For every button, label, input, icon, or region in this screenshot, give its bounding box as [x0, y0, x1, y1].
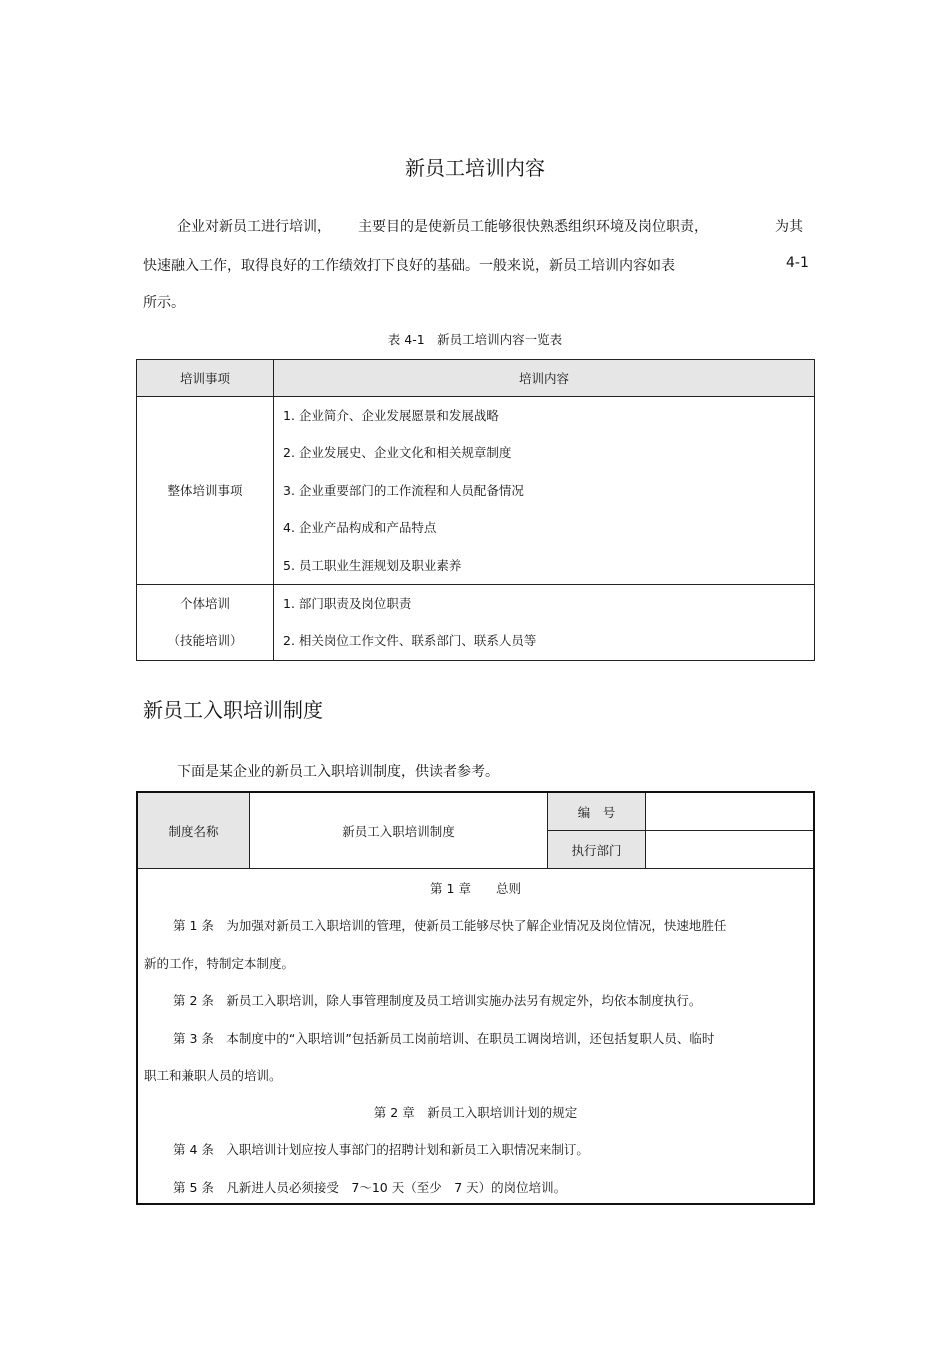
section2-heading: 新员工入职培训制度 — [143, 698, 323, 722]
personal-training-label — [137, 584, 274, 660]
personal-training-items — [274, 584, 815, 660]
article2: 第 2 条 新员工入职培训，除人事管理制度及员工培训实施办法另有规定外，均依本制度执行。 — [173, 993, 702, 1008]
section2-intro: 下面是某企业的新员工入职培训制度，供读者参考。 — [177, 764, 499, 780]
list-item: 2. 企业发展史、企业文化和相关规章制度 — [283, 445, 512, 461]
intro-line1-a: 企业对新员工进行培训， — [177, 219, 331, 235]
overall-training-label: 整体培训事项 — [137, 397, 274, 585]
policy-dept-label: 执行部门 — [548, 831, 646, 869]
article1-line2: 新的工作，特制定本制度。 — [144, 956, 295, 971]
article3-line2: 职工和兼职人员的培训。 — [144, 1068, 282, 1083]
policy-name-label: 制度名称 — [138, 793, 250, 869]
personal-label-line2: （技能培训） — [167, 633, 243, 649]
list-item: 4. 企业产品构成和产品特点 — [283, 520, 437, 536]
policy-number-value — [646, 793, 813, 831]
chapter2-heading: 第 2 章 新员工入职培训计划的规定 — [373, 1105, 578, 1120]
policy-dept-value — [646, 831, 813, 869]
table1-header-right: 培训内容 — [274, 360, 815, 397]
intro-line3: 所示。 — [143, 295, 185, 311]
list-item: 5. 员工职业生涯规划及职业素养 — [283, 557, 462, 573]
overall-training-items — [274, 397, 815, 585]
article4: 第 4 条 入职培训计划应按人事部门的招聘计划和新员工入职情况来制订。 — [173, 1142, 589, 1157]
chapter1-heading: 第 1 章 总则 — [430, 881, 521, 896]
table1-caption: 表 4-1 新员工培训内容一览表 — [387, 332, 563, 347]
list-item: 2. 相关岗位工作文件、联系部门、联系人员等 — [283, 633, 537, 649]
personal-label-line1: 个体培训 — [179, 595, 230, 611]
article1-line1: 第 1 条 为加强对新员工入职培训的管理，使新员工能够尽快了解企业情况及岗位情况，快速地胜任 — [173, 918, 727, 933]
list-item: 3. 企业重要部门的工作流程和人员配备情况 — [283, 482, 524, 498]
policy-name-value: 新员工入职培训制度 — [250, 793, 548, 869]
article5: 第 5 条 凡新进人员必须接受 7～10 天（至少 7 天）的岗位培训。 — [173, 1180, 567, 1195]
list-item: 1. 企业简介、企业发展愿景和发展战略 — [283, 408, 499, 423]
intro-line1-b: 主要目的是使新员工能够很快熟悉组织环境及岗位职责， — [358, 219, 708, 235]
table1-header-left: 培训事项 — [137, 360, 274, 397]
list-item: 1. 部门职责及岗位职责 — [283, 595, 412, 611]
article3-line1: 第 3 条 本制度中的“入职培训”包括新员工岗前培训、在职员工调岗培训，还包括复职人员、临时 — [173, 1031, 715, 1046]
training-content-table — [136, 359, 815, 661]
policy-table — [136, 791, 815, 1205]
intro-line1-c: 为其 — [775, 219, 803, 235]
policy-number-label: 编 号 — [548, 793, 646, 831]
intro-line2-b: 4-1 — [786, 255, 809, 271]
intro-line2-a: 快速融入工作，取得良好的工作绩效打下良好的基础。一般来说，新员工培训内容如表 — [143, 258, 675, 274]
page-title: 新员工培训内容 — [405, 156, 545, 180]
